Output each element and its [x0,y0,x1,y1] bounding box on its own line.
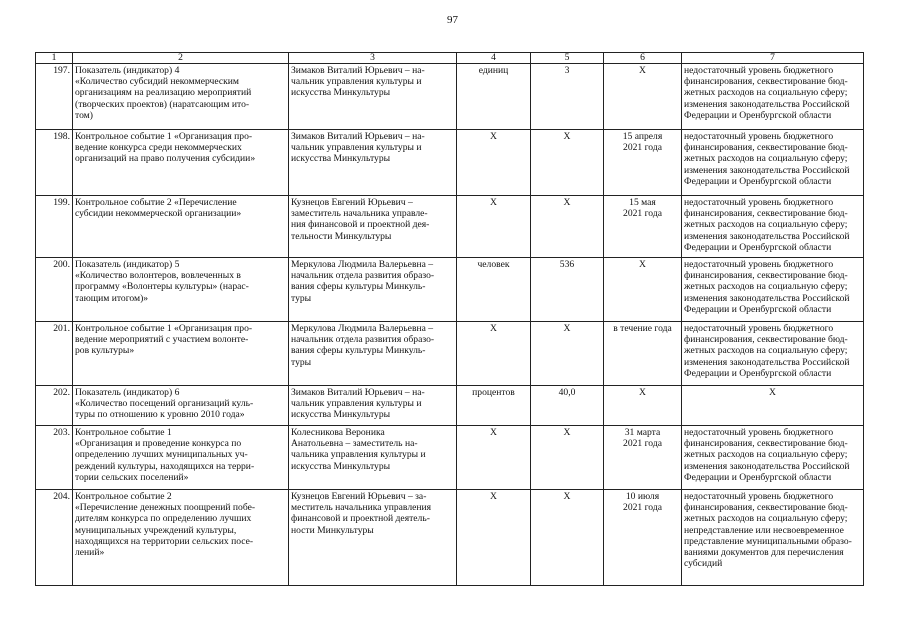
row-number-cell: 202. [36,386,73,426]
table-row [36,386,864,426]
row-number-cell: 197. [36,64,73,130]
value-cell: 40,0 [531,386,604,426]
table-row [36,426,864,490]
indicator-name-cell: Контрольное событие 1 «Организация и проведение конкурса по определению лучших муниципальных уч- реждений культуры, находящихся на терри- тории сельских поселений» [73,426,289,490]
value-cell: X [531,130,604,196]
risk-factors-cell: недостаточный уровень бюджетного финансирования, секвестирование бюд- жетных расходов на социальную сферу; изменения законодательства Российской Федерации и Оренбургской области [682,130,864,196]
header-col-2: 2 [73,53,289,64]
value-cell: X [531,426,604,490]
table-row [36,130,864,196]
row-number-cell: 200. [36,258,73,322]
value-cell: 536 [531,258,604,322]
unit-cell: X [457,322,531,386]
header-col-4: 4 [457,53,531,64]
deadline-cell: в течение года [604,322,682,386]
responsible-person-cell: Колесникова Вероника Анатольевна – заместитель на- чальника управления культуры и искусства Минкультуры [289,426,457,490]
responsible-person-cell: Меркулова Людмила Валерьевна – начальник отдела развития образо- вания сферы культуры Минкуль- туры [289,258,457,322]
responsible-person-cell: Кузнецов Евгений Юрьевич – заместитель начальника управле- ния финансовой и проектной дея- тельности Минкультуры [289,196,457,258]
value-cell: 3 [531,64,604,130]
deadline-cell: X [604,258,682,322]
table-row [36,258,864,322]
deadline-cell: 31 марта 2021 года [604,426,682,490]
header-col-7: 7 [682,53,864,64]
row-number-cell: 203. [36,426,73,490]
header-col-1: 1 [36,53,73,64]
row-number-cell: 199. [36,196,73,258]
unit-cell: X [457,490,531,586]
unit-cell: X [457,426,531,490]
risk-factors-cell: недостаточный уровень бюджетного финансирования, секвестирование бюд- жетных расходов на социальную сферу; изменения законодательства Российской Федерации и Оренбургской области [682,258,864,322]
responsible-person-cell: Зимаков Виталий Юрьевич – на- чальник управления культуры и искусства Минкультуры [289,130,457,196]
value-cell: X [531,322,604,386]
header-col-6: 6 [604,53,682,64]
risk-factors-cell: недостаточный уровень бюджетного финансирования, секвестирование бюд- жетных расходов на социальную сферу; изменения законодательства Российской Федерации и Оренбургской области [682,64,864,130]
unit-cell: процентов [457,386,531,426]
deadline-cell: X [604,386,682,426]
table-row [36,490,864,586]
risk-factors-cell: недостаточный уровень бюджетного финансирования, секвестирование бюд- жетных расходов на социальную сферу; изменения законодательства Российской Федерации и Оренбургской области [682,426,864,490]
value-cell: X [531,490,604,586]
responsible-person-cell: Меркулова Людмила Валерьевна – начальник отдела развития образо- вания сферы культуры Минкуль- туры [289,322,457,386]
risk-factors-cell: недостаточный уровень бюджетного финансирования, секвестирование бюд- жетных расходов на социальную сферу; непредставление или несвоевременное представление муниципальными образо- ваниями документов для перечисления субсидий [682,490,864,586]
header-col-5: 5 [531,53,604,64]
unit-cell: X [457,130,531,196]
row-number-cell: 204. [36,490,73,586]
row-number-cell: 198. [36,130,73,196]
plan-table [35,52,864,586]
unit-cell: X [457,196,531,258]
unit-cell: единиц [457,64,531,130]
responsible-person-cell: Зимаков Виталий Юрьевич – на- чальник управления культуры и искусства Минкультуры [289,64,457,130]
unit-cell: человек [457,258,531,322]
risk-factors-cell: X [682,386,864,426]
table-row [36,322,864,386]
row-number-cell: 201. [36,322,73,386]
risk-factors-cell: недостаточный уровень бюджетного финансирования, секвестирование бюд- жетных расходов на социальную сферу; изменения законодательства Российской Федерации и Оренбургской области [682,322,864,386]
indicator-name-cell: Контрольное событие 1 «Организация про- ведение конкурса среди некоммерческих организаций на право получения субсидии» [73,130,289,196]
risk-factors-cell: недостаточный уровень бюджетного финансирования, секвестирование бюд- жетных расходов на социальную сферу; изменения законодательства Российской Федерации и Оренбургской области [682,196,864,258]
deadline-cell: X [604,64,682,130]
responsible-person-cell: Кузнецов Евгений Юрьевич – за- меститель начальника управления финансовой и проектной деятель- ности Минкультуры [289,490,457,586]
indicator-name-cell: Контрольное событие 2 «Перечисление денежных поощрений побе- дителям конкурса по определению лучших муниципальных учреждений культуры, находящихся на территории сельских посе- лений» [73,490,289,586]
indicator-name-cell: Показатель (индикатор) 5 «Количество волонтеров, вовлеченных в программу «Волонтеры культуры» (нарас- тающим итогом)» [73,258,289,322]
header-row [36,53,864,64]
indicator-name-cell: Показатель (индикатор) 6 «Количество посещений организаций куль- туры по отношению к уровню 2010 года» [73,386,289,426]
indicator-name-cell: Контрольное событие 1 «Организация про- ведение мероприятий с участием волонте- ров культуры» [73,322,289,386]
deadline-cell: 15 мая 2021 года [604,196,682,258]
indicator-name-cell: Контрольное событие 2 «Перечисление субсидии некоммерческой организации» [73,196,289,258]
page-number: 97 [447,14,458,26]
value-cell: X [531,196,604,258]
deadline-cell: 15 апреля 2021 года [604,130,682,196]
responsible-person-cell: Зимаков Виталий Юрьевич – на- чальник управления культуры и искусства Минкультуры [289,386,457,426]
table-row [36,196,864,258]
deadline-cell: 10 июля 2021 года [604,490,682,586]
indicator-name-cell: Показатель (индикатор) 4 «Количество субсидий некоммерческим организациям на реализацию мероприятий (творческих проектов) (наратсающим ито- том) [73,64,289,130]
table-row [36,64,864,130]
header-col-3: 3 [289,53,457,64]
